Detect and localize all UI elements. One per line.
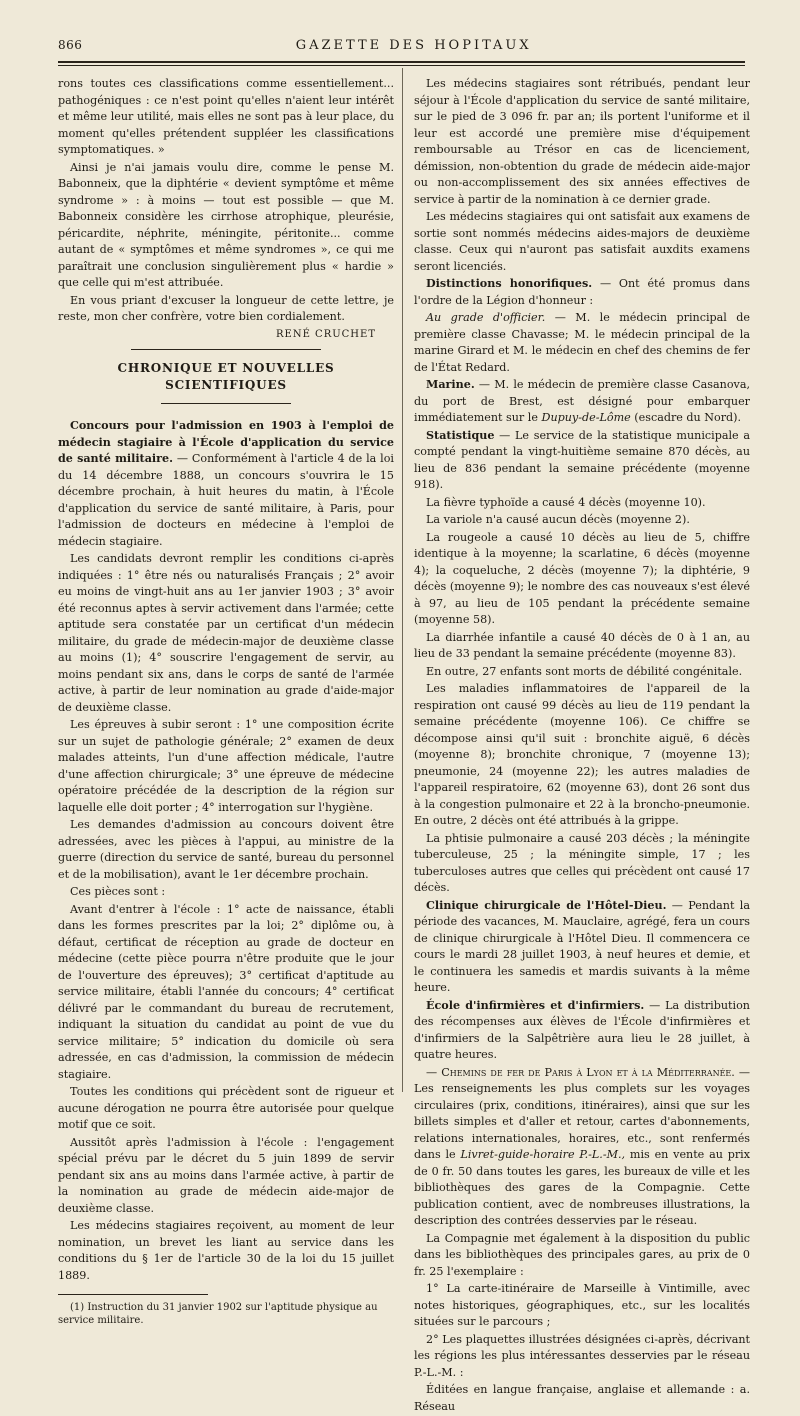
marine-end: (escadre du Nord). [634,411,742,424]
compagnie-paragraph: Éditées en langue française, anglaise et allemande : a. Réseau [414,1383,750,1413]
marine-text: — M. le médecin de première classe Casanova, du port de Brest, est désigné pour embarquer immédiatement sur le [414,378,750,424]
letter-paragraph: rons toutes ces classifications comme essentiellement... pathogéniques : ce n'est point qu'elles n'aient leur intérêt et même leur utilité, mais elles ne sont pas à leur place, du moment qu'elles prétendent suppléer les classifications symptomatiques. » [58,77,394,156]
letter-paragraph: En vous priant d'excuser la longueur de cette lettre, je reste, mon cher confrère, votre bien cordialement. [58,293,394,323]
statistique-text: — Le service de la statistique municipale a compté pendant la vingt-huitième semaine 870 décès, au lieu de 836 pendant la semaine précédente (moyenne 918). [414,428,751,491]
compagnie-paragraph: La Compagnie met également à la disposition du public dans les bibliothèques des principales gares, au prix de 0 fr. 25 l'exemplaire : [414,1231,750,1278]
statistique-line: En outre, 27 enfants sont morts de débilité congénitale. [426,664,743,678]
letter-signature: RENÉ CRUCHET [275,328,376,340]
statistique-line: La variole n'a causé aucun décès (moyenne 2). [426,513,690,526]
distinctions-heading: Distinctions honorifiques. [426,277,593,290]
marine-heading: Marine. [426,378,475,391]
statistique-line: La phtisie pulmonaire a causé 203 décès ; la méningite tuberculeuse, 25 ; la méningite simple, 17 ; les tuberculoses autres que celles qui précèdent ont causé 17 décès. [414,831,750,894]
distinctions-text: — Ont été promus dans l'ordre de la Légion d'honneur : [414,277,750,307]
section-title: CHRONIQUE ET NOUVELLES SCIENTIFIQUES [117,361,335,392]
concours-paragraph: Toutes les conditions qui précèdent sont de rigueur et aucune dérogation ne pourra être autorisée pour quelque motif que ce soit. [58,1085,394,1131]
letter-paragraph: Ainsi je n'ai jamais voulu dire, comme le pense M. Babonneix, que la diphtérie « devient symptôme et même syndrome » : à moins — tout est possible — que M. Babonneix considère les cirrhose atrophique, pleurésie, péricardite, néphrite, méningite, péritonite... comme autant de « symptômes et même syndromes », ce qui me paraîtrait une conclusion singulièrement plus « hardie » que celle qui m'est attribuée. [58,160,394,289]
stagiaires-paragraph: Les médecins stagiaires qui ont satisfait aux examens de sortie sont nommés médecins aides-majors de deuxième classe. Ceux qui n'auront pas satisfait auxdits examens seront licenciés. [414,210,750,273]
officier-text: — M. le médecin principal de première classe Chavasse; M. le médecin principal de la marine Girard et M. le médecin en chef des chemins de fer de l'État Redard. [414,311,751,374]
ecole-text: — La distribution des récompenses aux élèves de l'École d'infirmières et d'infirmiers de la Salpêtrière aura lieu le 28 juillet, à quatre heures. [414,998,750,1061]
running-title: GAZETTE DES HOPITAUX [295,38,532,53]
right-column [414,76,750,1416]
header-rule-thin [58,65,745,66]
officier-label: Au grade d'officier. [426,311,546,324]
footnote: (1) Instruction du 31 janvier 1902 sur l'aptitude physique au service militaire. [58,1302,378,1326]
header-rule [58,61,745,63]
concours-heading: Concours pour l'admission en 1903 à l'emploi de médecin stagiaire à l'École d'application du service de santé militaire. [58,419,394,465]
concours-paragraph: Avant d'entrer à l'école : 1° acte de naissance, établi dans les formes prescrites par la loi; 2° diplôme ou, à défaut, certificat de réception au grade de docteur en médecine (cette pièce pourra n'être produite que le jour de l'ouverture des épreuves); 3° certificat d'aptitude au service militaire, établi l'année du concours; 4° certificat délivré par le commandant du bureau de recrutement, indiquant la situation du candidat au point de vue du service militaire; 5° indication du domicile où sera adressée, en cas d'admission, la commission de médecin stagiaire. [58,902,394,1081]
chemins-heading: — Chemins de fer de Paris à Lyon et à la Méditerranée. [426,1065,735,1079]
footnote-rule [58,1294,208,1295]
concours-paragraph: Aussitôt après l'admission à l'école : l'engagement spécial prévu par le décret du 5 juin 1899 de servir pendant six ans au moins dans l'armée active, à partir de la nomination au grade de médecin aide-major de deuxième classe. [58,1135,394,1215]
concours-paragraph: Les médecins stagiaires reçoivent, au moment de leur nomination, un brevet les liant au service dans les conditions du § 1er de l'article 30 de la loi du 15 juillet 1889. [58,1219,394,1282]
concours-text: — Conformément à l'article 4 de la loi du 14 décembre 1888, un concours s'ouvrira le 15 décembre prochain, à huit heures du matin, à l'École d'application du service de santé militaire, à Paris, pour l'admission de docteurs en médecine à l'emploi de médecin stagiaire. [58,452,394,548]
left-column [58,76,394,1327]
ecole-heading: École d'infirmières et d'infirmiers. [426,998,645,1012]
separator-rule [131,349,321,350]
chemins-text-2: mis en vente au prix de 0 fr. 50 dans toutes les gares, les bureaux de ville et les bibliothèques des gares de la Compagnie. Cette publication contient, avec de nombreuses illustrations, la description des contrées desservies par le réseau. [414,1148,751,1227]
stagiaires-paragraph: Les médecins stagiaires sont rétribués, pendant leur séjour à l'École d'application du service de santé militaire, sur le pied de 3 096 fr. par an; ils portent l'uniforme et il leur est accordé une première mise d'équipement remboursable au Trésor en cas de licenciement, démission, non-obtention du grade de médecin aide-major ou non-accomplissement des six années effectives de service à partir de la nomination à ce dernier grade. [414,77,750,206]
concours-paragraph: Les candidats devront remplir les conditions ci-après indiquées : 1° être nés ou naturalisés Français ; 2° avoir eu moins de vingt-huit ans au 1er janvier 1903 ; 3° avoir été reconnus aptes à servir activement dans l'armée; cette aptitude sera constatée par un certificat d'un médecin militaire, du grade de médecin-major de deuxième classe au moins (1); 4° souscrire l'engagement de servir, au moins pendant six ans, dans le corps de santé de l'armée active, à partir de leur nomination au grade d'aide-major de deuxième classe. [58,552,394,714]
ship-name: Dupuy-de-Lôme [541,411,631,424]
column-divider [402,68,403,1092]
section-rule [161,403,291,404]
livret-title: Livret-guide-horaire P.-L.-M., [460,1148,626,1161]
statistique-heading: Statistique [426,428,495,442]
chemins-text: — Les renseignements les plus complets sur les voyages circulaires (prix, conditions, itinéraires), ainsi que sur les billets simples et d'aller et retour, cartes d'abonnements, relations internationales, horaires, etc., sont renfermés dans le [414,1065,751,1161]
statistique-line: Les maladies inflammatoires de l'appareil de la respiration ont causé 99 décès au lieu de 119 pendant la semaine précédente (moyenne 106). Ce chiffre se décompose ainsi qu'il suit : bronchite aiguë, 6 décès (moyenne 8); bronchite chronique, 7 (moyenne 13); pneumonie, 24 (moyenne 22); les autres maladies de l'appareil respiratoire, 62 (moyenne 63), dont 26 sont dus à la congestion pulmonaire et 22 à la broncho-pneumonie. En outre, 2 décès ont été attribués à la grippe. [414,682,750,827]
concours-paragraph: Les demandes d'admission au concours doivent être adressées, avec les pièces à l'appui, au ministre de la guerre (direction du service de santé, bureau du personnel et de la mobilisation), avant le 1er décembre prochain. [58,818,394,881]
concours-paragraph: Les épreuves à subir seront : 1° une composition écrite sur un sujet de pathologie générale; 2° examen de deux malades atteints, l'un d'une affection médicale, l'autre d'une affection chirurgicale; 3° une épreuve de médecine opératoire précédée de la description de la région sur laquelle elle doit porter ; 4° interrogation sur l'hygiène. [58,718,394,814]
clinique-text: — Pendant la période des vacances, M. Mauclaire, agrégé, fera un cours de clinique chirurgicale à l'Hôtel Dieu. Il commencera ce cours le mardi 28 juillet 1903, à neuf heures et demie, et le continuera les samedis et mardis suivants à la même heure. [414,898,750,994]
statistique-line: La fièvre typhoïde a causé 4 décès (moyenne 10). [426,495,706,509]
page-number: 866 [58,38,83,52]
clinique-heading: Clinique chirurgicale de l'Hôtel-Dieu. [426,898,667,912]
statistique-line: La diarrhée infantile a causé 40 décès de 0 à 1 an, au lieu de 33 pendant la semaine précédente (moyenne 83). [414,630,750,660]
concours-paragraph: Ces pièces sont : [70,885,166,898]
page-header [58,38,745,60]
compagnie-paragraph: 1° La carte-itinéraire de Marseille à Vintimille, avec notes historiques, géographiques, etc., sur les localités situées sur le parcours ; [414,1282,750,1328]
compagnie-paragraph: 2° Les plaquettes illustrées désignées ci-après, décrivant les régions les plus intéressantes desservies par le réseau P.-L.-M. : [414,1332,750,1379]
statistique-line: La rougeole a causé 10 décès au lieu de 5, chiffre identique à la moyenne; la scarlatine, 6 décès (moyenne 4); la coqueluche, 2 décès (moyenne 7); la diphtérie, 9 décès (moyenne 9); le nombre des cas nouveaux s'est élevé à 97, au lieu de 105 pendant la précédente semaine (moyenne 58). [414,530,750,626]
